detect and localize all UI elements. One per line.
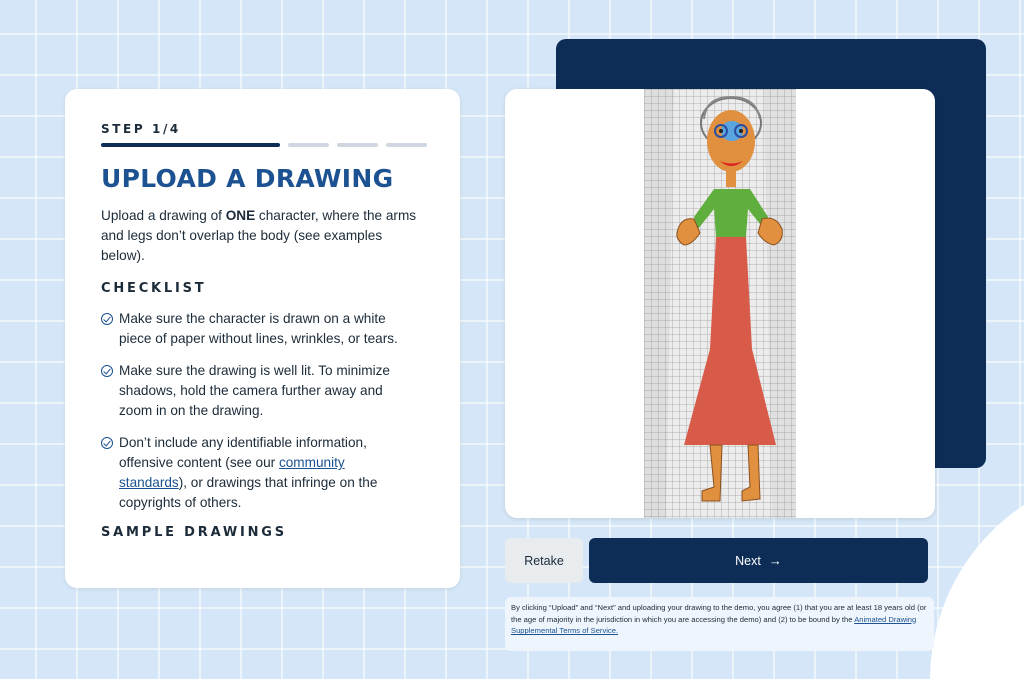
intro-text-end: character, where the arms and legs don’t overlap the body (see examples below). (101, 208, 417, 263)
next-button[interactable] (589, 538, 928, 583)
arrow-right-icon: → (768, 553, 782, 568)
intro-text (101, 206, 426, 266)
instructions-scroll-area[interactable] (101, 122, 431, 538)
terms-of-service-link[interactable]: Animated Drawing Supplemental Terms of Service. (511, 614, 917, 636)
checklist-heading: CHECKLIST (101, 281, 207, 296)
checklist-item-text-start: Don’t include any identifiable information, offensive content (see our (119, 435, 367, 470)
intro-text-bold: ONE (225, 208, 256, 223)
check-circle-icon (101, 365, 113, 377)
progress-segment-4 (386, 143, 427, 147)
step-label: STEP 1/4 (101, 122, 181, 136)
progress-segment-2 (288, 143, 329, 147)
terms-notice (505, 597, 934, 651)
terms-text: By clicking “Upload” and “Next” and uploading your drawing to the demo, you agree (1) that you are at least 18 years old (or the age of majority in the jurisdiction in which you are accessing the demo) and (2) to be bound by the (511, 603, 927, 624)
progress-segment-1 (101, 143, 280, 147)
retake-button[interactable]: Retake (505, 538, 583, 583)
drawing-preview-card (505, 89, 935, 518)
character-drawing (644, 89, 796, 518)
checklist-item (101, 433, 431, 513)
sample-drawings-heading: SAMPLE DRAWINGS (101, 525, 287, 538)
uploaded-drawing-image (644, 89, 796, 518)
instructions-card (65, 89, 460, 588)
checklist (101, 309, 431, 513)
page-title: UPLOAD A DRAWING (101, 164, 394, 193)
checklist-item-text: Make sure the character is drawn on a white piece of paper without lines, wrinkles, or tears. (119, 311, 398, 346)
progress-segment-3 (337, 143, 378, 147)
next-button-label: Next (735, 553, 761, 568)
checklist-item-text-end: ), or drawings that infringe on the copyrights of others. (119, 475, 378, 510)
checklist-item (101, 309, 431, 349)
checklist-item-text (119, 433, 409, 513)
checklist-item-text: Make sure the drawing is well lit. To minimize shadows, hold the camera further away and zoom in on the drawing. (119, 363, 390, 418)
community-standards-link[interactable]: community standards (119, 455, 345, 490)
check-circle-icon (101, 313, 113, 325)
background-curve (930, 470, 1024, 679)
step-progress (101, 143, 431, 147)
check-circle-icon (101, 437, 113, 449)
checklist-item (101, 361, 431, 421)
intro-text-start: Upload a drawing of (101, 208, 226, 223)
